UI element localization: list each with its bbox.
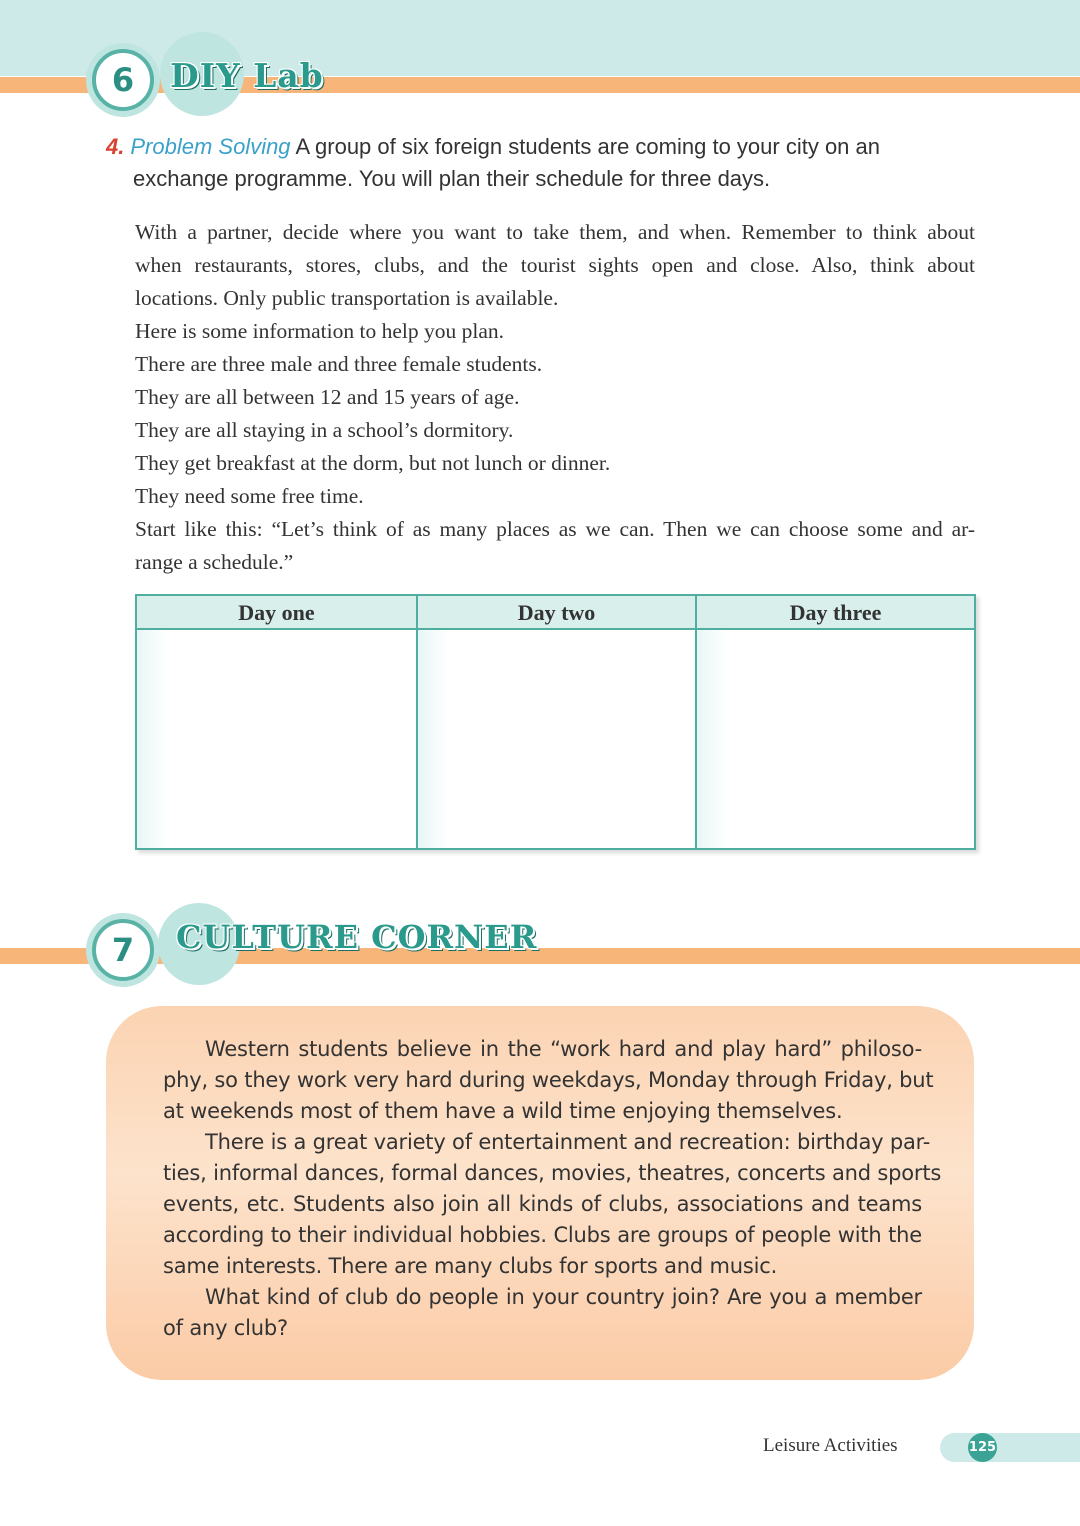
table-header-day-three: Day three bbox=[695, 596, 974, 630]
body-line: They are all between 12 and 15 years of age. bbox=[135, 385, 520, 409]
table-cell-day-three[interactable] bbox=[695, 630, 974, 848]
body-line: With a partner, decide where you want to take them, and when. Remember to think about bbox=[135, 220, 975, 244]
section-6-number: 6 bbox=[92, 49, 154, 111]
table-header-day-one: Day one bbox=[137, 596, 416, 630]
culture-line: There is a great variety of entertainment and recreation: birthday par- bbox=[205, 1130, 931, 1154]
body-line: They are all staying in a school’s dormitory. bbox=[135, 418, 514, 442]
culture-line: according to their individual hobbies. Clubs are groups of people with the bbox=[163, 1223, 922, 1247]
body-line: They get breakfast at the dorm, but not lunch or dinner. bbox=[135, 451, 611, 475]
culture-line: phy, so they work very hard during weekdays, Monday through Friday, but bbox=[163, 1068, 934, 1092]
culture-line: events, etc. Students also join all kinds of clubs, associations and teams bbox=[163, 1192, 922, 1216]
culture-line: What kind of club do people in your country join? Are you a member bbox=[205, 1285, 922, 1309]
body-line: There are three male and three female students. bbox=[135, 352, 543, 376]
question-text-1: A group of six foreign students are coming to your city on an bbox=[295, 134, 880, 159]
schedule-table bbox=[135, 594, 976, 850]
body-line: They need some free time. bbox=[135, 484, 364, 508]
table-cell-day-two[interactable] bbox=[416, 630, 695, 848]
culture-line: ties, informal dances, formal dances, movies, theatres, concerts and sports bbox=[163, 1161, 942, 1185]
body-line: when restaurants, stores, clubs, and the tourist sights open and close. Also, think about bbox=[135, 253, 975, 277]
table-header-day-two: Day two bbox=[416, 596, 695, 630]
page-number: 125 bbox=[968, 1433, 997, 1462]
body-line: range a schedule.” bbox=[135, 550, 294, 574]
question-line-1 bbox=[106, 131, 880, 163]
question-label: Problem Solving bbox=[130, 134, 291, 159]
body-line: Here is some information to help you plan. bbox=[135, 319, 505, 343]
table-cell-day-one[interactable] bbox=[137, 630, 416, 848]
culture-line: Western students believe in the “work hard and play hard” philoso- bbox=[205, 1037, 922, 1061]
culture-line: at weekends most of them have a wild time enjoying themselves. bbox=[163, 1099, 843, 1123]
section-6-title: DIY Lab bbox=[170, 56, 324, 95]
question-line-2: exchange programme. You will plan their schedule for three days. bbox=[133, 166, 771, 191]
section-7-title: CULTURE CORNER bbox=[176, 918, 538, 956]
culture-line: of any club? bbox=[163, 1316, 288, 1340]
body-line: locations. Only public transportation is available. bbox=[135, 286, 559, 310]
footer-pill bbox=[940, 1433, 1080, 1462]
question-number: 4. bbox=[106, 134, 125, 159]
section-7-number: 7 bbox=[92, 919, 154, 981]
culture-line: same interests. There are many clubs for sports and music. bbox=[163, 1254, 778, 1278]
body-line: Start like this: “Let’s think of as many places as we can. Then we can choose some and ar- bbox=[135, 517, 975, 541]
footer-chapter-title: Leisure Activities bbox=[763, 1435, 898, 1456]
